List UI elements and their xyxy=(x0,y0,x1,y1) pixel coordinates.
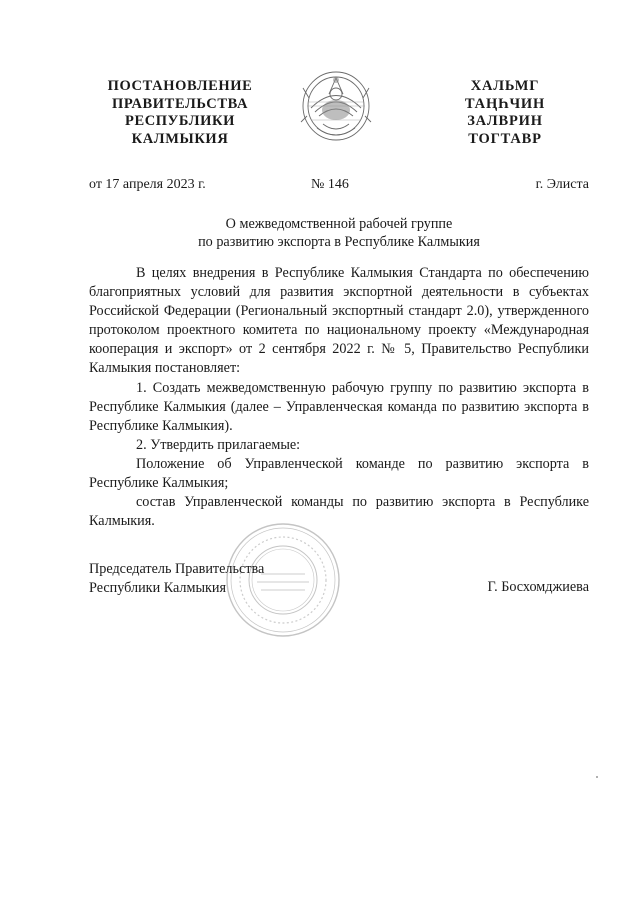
title-line: по развитию экспорта в Республике Калмыкия xyxy=(198,234,480,250)
body-paragraph: состав Управленческой команды по развитию экспорта в Республике Калмыкия. xyxy=(89,494,589,530)
header-right-title xyxy=(440,78,570,148)
signature-position-line: Республики Калмыкия xyxy=(89,580,227,596)
signature-position xyxy=(89,560,264,598)
title-line: О межведомственной рабочей группе xyxy=(225,216,453,232)
header-left-line: КАЛМЫКИЯ xyxy=(131,130,229,147)
header-left-line: РЕСПУБЛИКИ xyxy=(124,113,236,129)
document-body xyxy=(89,264,589,531)
document-number: № 146 xyxy=(311,177,349,192)
body-paragraph: 1. Создать межведомственную рабочую группу по развитию экспорта в Республике Калмыкия (далее – Управленческая команда по развитию экспорта в Республике Калмыкия). xyxy=(89,379,589,434)
header-right-line: ТОГТАВР xyxy=(468,130,542,147)
header-right-line: ХАЛЬМГ xyxy=(470,78,540,94)
header-right-line: ТАҢҺЧИН xyxy=(464,95,546,112)
signature-name: Г. Босхомджиева xyxy=(487,579,589,595)
body-paragraph: 2. Утвердить прилагаемые: xyxy=(136,436,301,453)
header-right-line: ЗАЛВРИН xyxy=(467,113,543,129)
header-left-line: ПРАВИТЕЛЬСТВА xyxy=(111,95,249,112)
header-left-line: ПОСТАНОВЛЕНИЕ xyxy=(107,78,253,94)
document-date: от 17 апреля 2023 г. xyxy=(89,177,206,192)
body-paragraph: Положение об Управленческой команде по развитию экспорта в Республике Калмыкия; xyxy=(89,455,589,492)
scan-speck xyxy=(596,776,598,778)
document-title xyxy=(89,215,589,251)
body-paragraph: В целях внедрения в Республике Калмыкия Стандарта по обеспечению благоприятных условий для развития экспортной деятельности в субъектах Российской Федерации (Региональный экспортный стандарт 2.0), утвержденного протоколом проектного комитета по национальному проекту «Международная кооперация и экспорт» от 2 сентября 2022 г. № 5, Правительство Республики Калмыкия постановляет: xyxy=(89,265,589,377)
document-city: г. Элиста xyxy=(535,177,589,192)
header-left-title xyxy=(80,78,280,148)
emblem-icon xyxy=(299,68,373,148)
signature-position-line: Председатель Правительства xyxy=(89,561,265,577)
